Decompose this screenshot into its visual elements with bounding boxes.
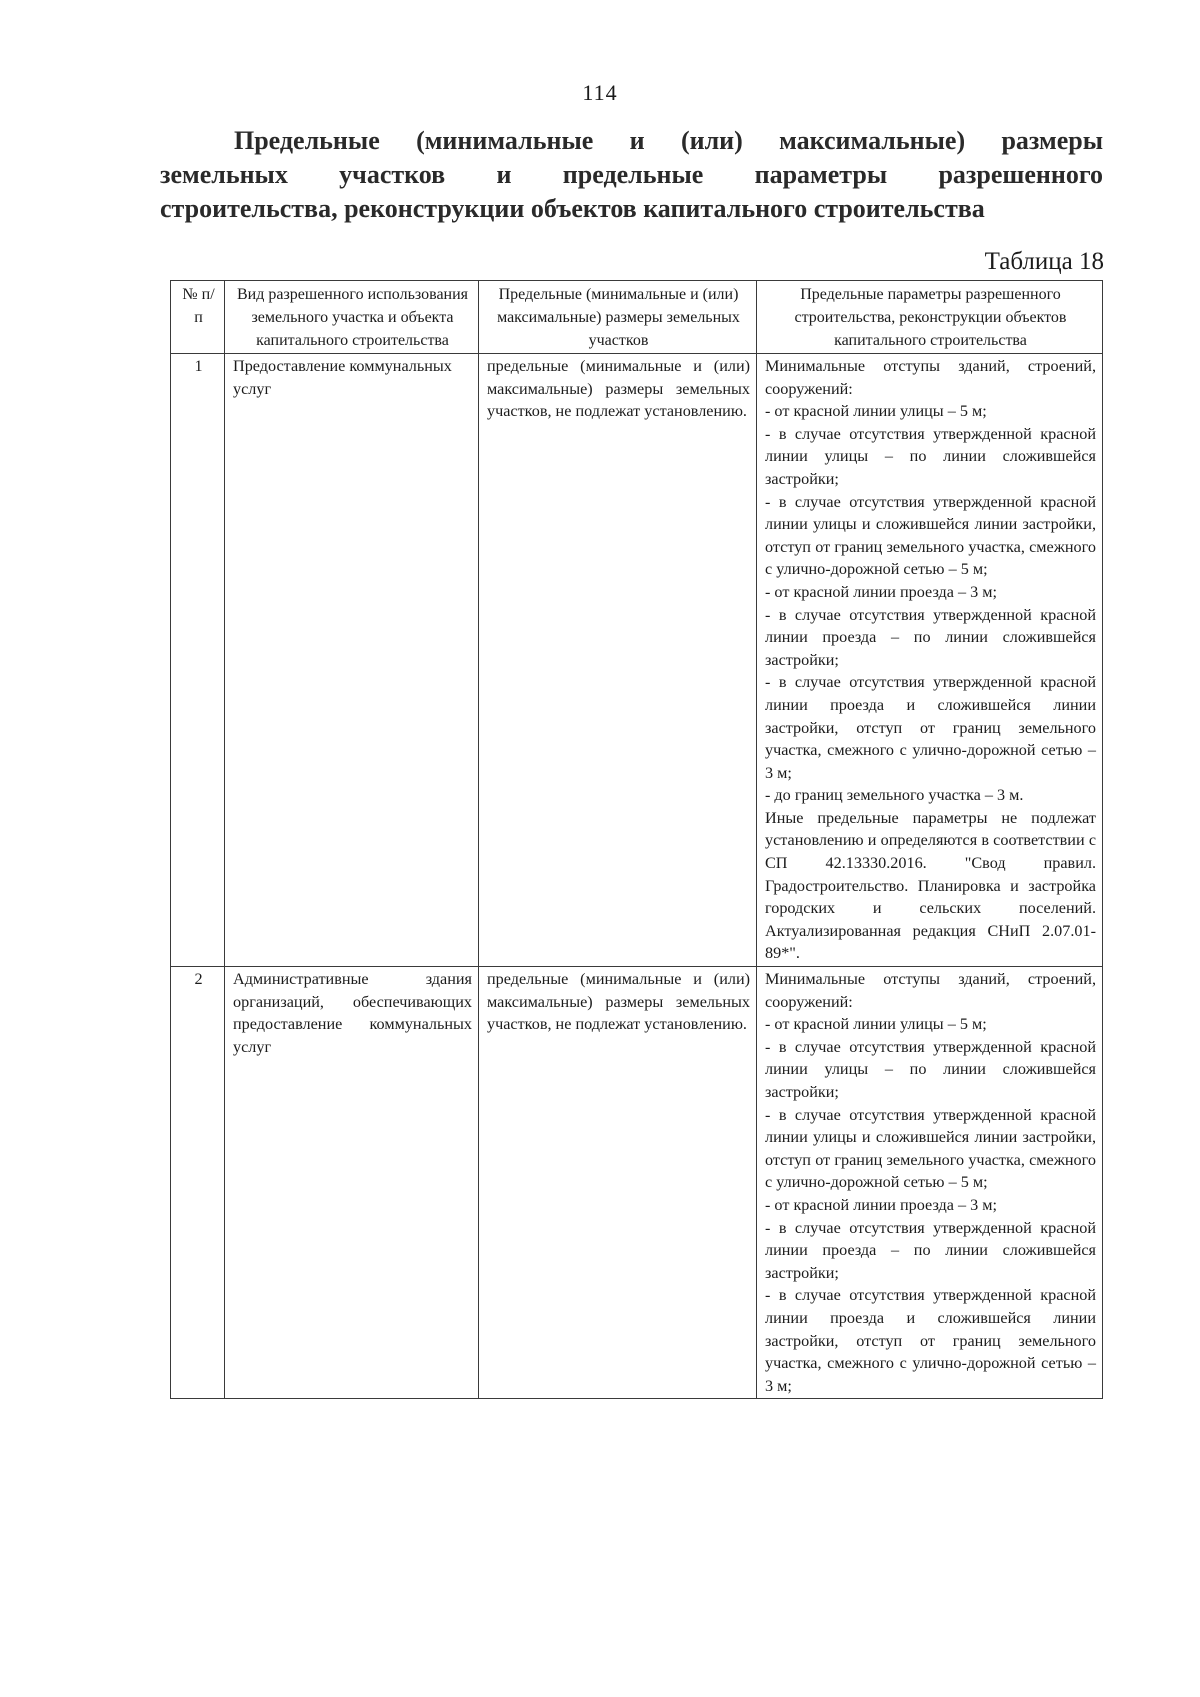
column-header-number: № п/п xyxy=(171,281,225,354)
use-type-cell: Предоставление коммунальных услуг xyxy=(225,354,479,967)
param-paragraph: - от красной линии проезда – 3 м; xyxy=(765,1195,998,1214)
row-number: 2 xyxy=(171,967,225,1399)
param-paragraph: - от красной линии улицы – 5 м; xyxy=(765,402,987,421)
param-paragraph: Иные предельные параметры не подлежат установлению и определяются в соответствии с СП 42.13330.2016. "Свод правил. Градостроительство. Планировка и застройка городских и сельских поселений. Актуализированная редакция СНиП 2.07.01-89*". xyxy=(765,808,1096,963)
plot-sizes-cell: предельные (минимальные и (или) максимальные) размеры земельных участков, не подлежат установлению. xyxy=(479,354,757,967)
title-line: Предельные (минимальные и (или) максимальные) размеры xyxy=(234,126,1103,155)
param-paragraph: Минимальные отступы зданий, строений, сооружений: xyxy=(765,357,1096,398)
param-paragraph: - до границ земельного участка – 3 м. xyxy=(765,786,1024,805)
param-paragraph: - в случае отсутствия утвержденной красной линии улицы и сложившейся линии застройки, отступ от границ земельного участка, смежного с улично-дорожной сетью – 5 м; xyxy=(765,1105,1096,1192)
param-paragraph: - в случае отсутствия утвержденной красной линии улицы и сложившейся линии застройки, отступ от границ земельного участка, смежного с улично-дорожной сетью – 5 м; xyxy=(765,492,1096,579)
param-paragraph: - в случае отсутствия утвержденной красной линии проезда и сложившейся линии застройки, отступ от границ земельного участка, смежного с улично-дорожной сетью – 3 м; xyxy=(765,1286,1096,1395)
param-paragraph: - в случае отсутствия утвержденной красной линии улицы – по линии сложившейся застройки; xyxy=(765,1037,1096,1101)
title-line: строительства, реконструкции объектов капитального строительства xyxy=(160,194,985,223)
param-paragraph: - в случае отсутствия утвержденной красной линии проезда и сложившейся линии застройки, отступ от границ земельного участка, смежного с улично-дорожной сетью – 3 м; xyxy=(765,673,1096,782)
param-paragraph: Минимальные отступы зданий, строений, сооружений: xyxy=(765,970,1096,1011)
use-type-cell: Административные здания организаций, обеспечивающих предоставление коммунальных услуг xyxy=(225,967,479,1399)
param-paragraph: - в случае отсутствия утвержденной красной линии проезда – по линии сложившейся застройки; xyxy=(765,1218,1096,1282)
param-paragraph: - от красной линии улицы – 5 м; xyxy=(765,1015,987,1034)
document-title xyxy=(160,124,1103,226)
title-line: земельных участков и предельные параметры разрешенного xyxy=(160,160,1103,189)
column-header-use-type: Вид разрешенного использования земельного участка и объекта капитального строительства xyxy=(225,281,479,354)
param-paragraph: - от красной линии проезда – 3 м; xyxy=(765,582,998,601)
param-paragraph: - в случае отсутствия утвержденной красной линии улицы – по линии сложившейся застройки; xyxy=(765,424,1096,488)
plot-sizes-cell: предельные (минимальные и (или) максимальные) размеры земельных участков, не подлежат установлению. xyxy=(479,967,757,1399)
column-header-construction-params: Предельные параметры разрешенного строительства, реконструкции объектов капитального строительства xyxy=(757,281,1103,354)
regulations-table xyxy=(170,280,1103,1399)
column-header-plot-sizes: Предельные (минимальные и (или) максимальные) размеры земельных участков xyxy=(479,281,757,354)
param-paragraph: - в случае отсутствия утвержденной красной линии проезда – по линии сложившейся застройки; xyxy=(765,605,1096,669)
row-number: 1 xyxy=(171,354,225,967)
construction-params-cell xyxy=(757,354,1103,967)
table-row xyxy=(171,354,1103,967)
table-caption: Таблица 18 xyxy=(984,248,1104,275)
construction-params-cell xyxy=(757,967,1103,1399)
table-row xyxy=(171,967,1103,1399)
table-header-row xyxy=(171,281,1103,354)
page-number: 114 xyxy=(582,80,618,105)
